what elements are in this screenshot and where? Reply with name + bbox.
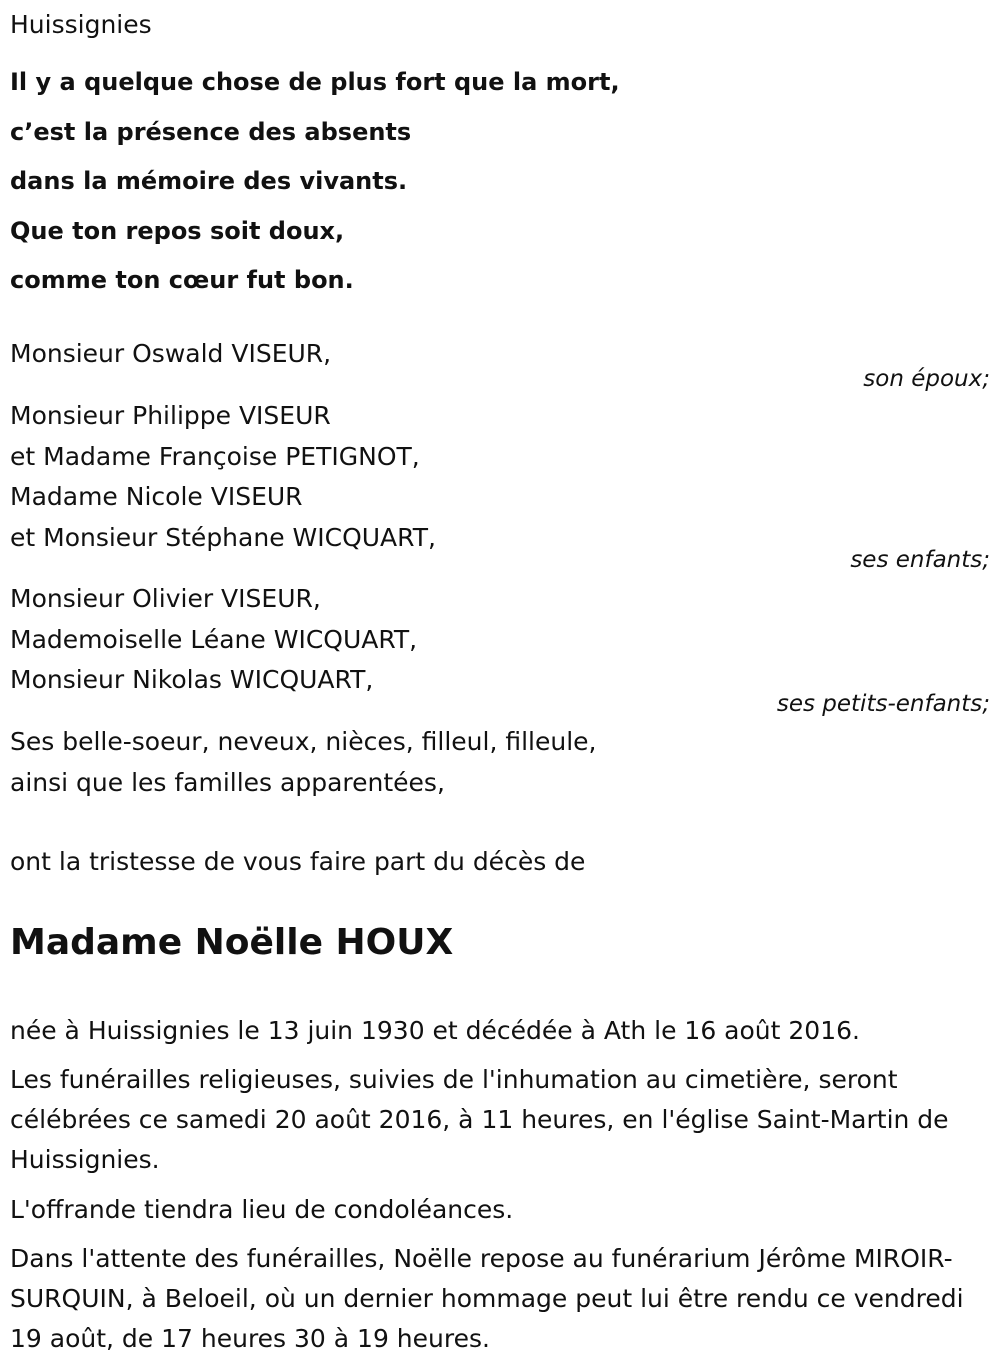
relation-label-grandchildren: ses petits-enfants; — [776, 691, 990, 717]
family-member-name: Monsieur Olivier VISEUR, — [10, 584, 321, 613]
family-member-name: Monsieur Philippe VISEUR — [10, 401, 331, 430]
family-member-name: Monsieur Nikolas WICQUART, — [10, 665, 374, 694]
poem-line: comme ton cœur fut bon. — [10, 266, 354, 294]
poem-line: dans la mémoire des vivants. — [10, 167, 408, 195]
relation-label-children: ses enfants; — [850, 547, 990, 573]
relation-label-spouse: son époux; — [863, 366, 990, 392]
poem-line: Il y a quelque chose de plus fort que la mort, — [10, 68, 620, 96]
location-heading: Huissignies — [10, 10, 152, 39]
funeral-details: Les funérailles religieuses, suivies de l'inhumation au cimetière, seront célébrées ce samedi 20 août 2016, à 11 heures, en l'église Saint-Martin de Huissignies. — [10, 1065, 949, 1174]
family-group-grandchildren — [10, 579, 990, 719]
family-group-children — [10, 396, 990, 576]
family-group-spouse — [10, 334, 990, 396]
memorial-poem — [10, 58, 620, 306]
offering-text: L'offrande tiendra lieu de condoléances. — [10, 1195, 514, 1224]
family-group-others — [10, 722, 990, 803]
deceased-name: Madame Noëlle HOUX — [10, 922, 454, 963]
visitation-details: Dans l'attente des funérailles, Noëlle repose au funérarium Jérôme MIROIR-SURQUIN, à Beloeil, où un dernier hommage peut lui être rendu ce vendredi 19 août, de 17 heures 30 à 19 heures. — [10, 1244, 964, 1353]
family-member-name: Madame Nicole VISEUR — [10, 482, 303, 511]
family-others-line: ainsi que les familles apparentées, — [10, 767, 445, 797]
family-others-line: Ses belle-soeur, neveux, nièces, filleul, filleule, — [10, 727, 597, 756]
birth-death-text: née à Huissignies le 13 juin 1930 et décédée à Ath le 16 août 2016. — [10, 1016, 860, 1045]
announcement-text: ont la tristesse de vous faire part du décès de — [10, 847, 586, 876]
family-member-name: Monsieur Oswald VISEUR, — [10, 339, 332, 368]
family-member-name: Mademoiselle Léane WICQUART, — [10, 624, 418, 654]
family-member-name: et Madame Françoise PETIGNOT, — [10, 441, 420, 471]
poem-line: Que ton repos soit doux, — [10, 216, 345, 245]
poem-line: c’est la présence des absents — [10, 117, 412, 146]
family-member-name: et Monsieur Stéphane WICQUART, — [10, 522, 436, 552]
